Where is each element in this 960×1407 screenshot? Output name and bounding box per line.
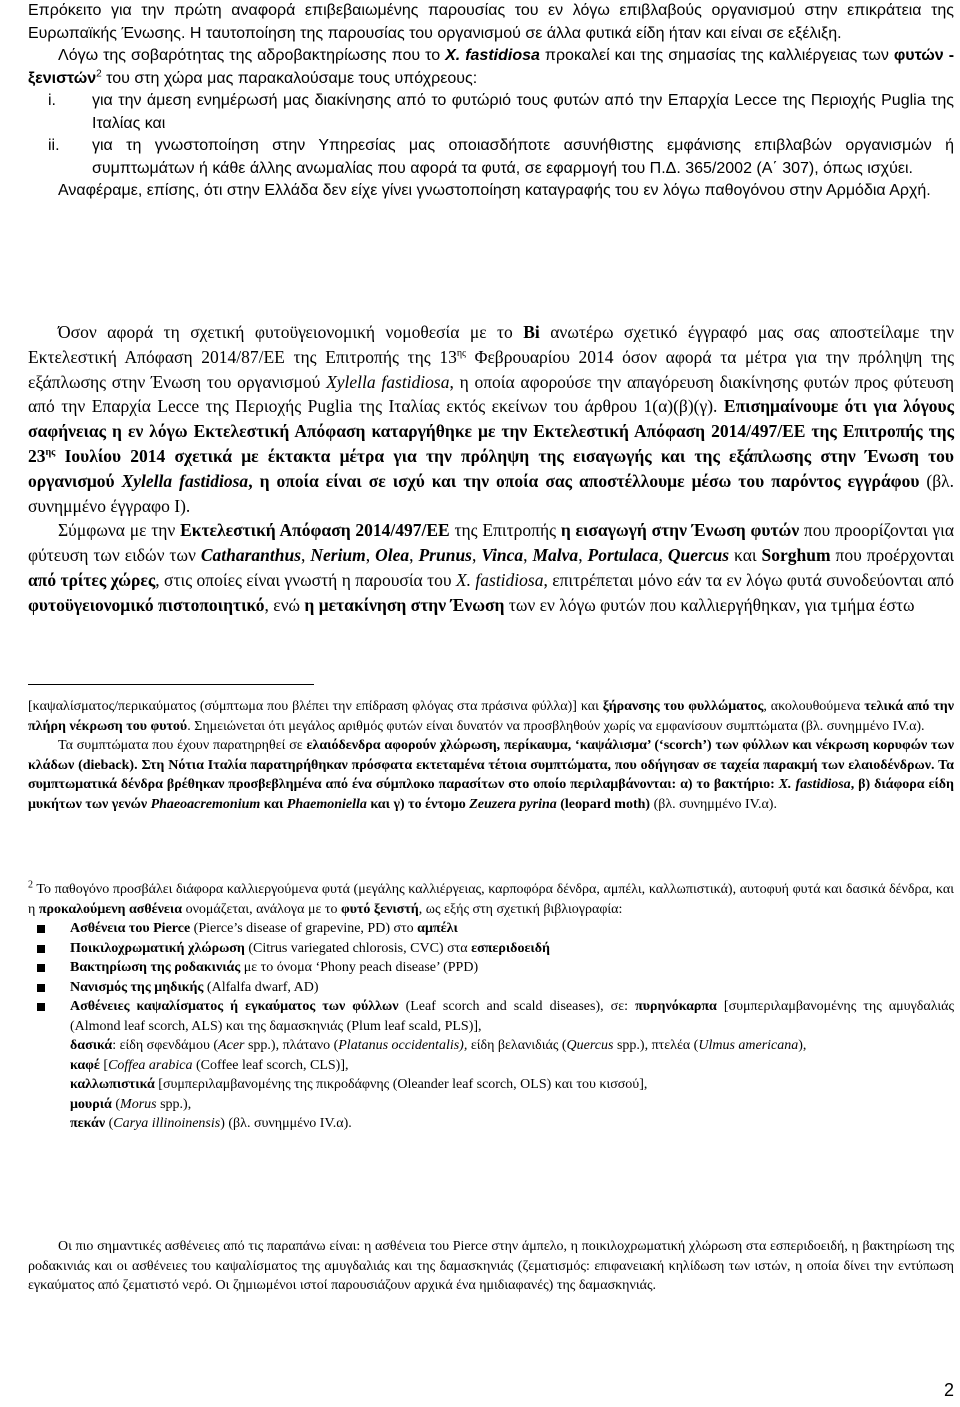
footnote-continuation [28,697,954,814]
list-number: ii. [48,137,60,154]
footnote-ref[interactable]: 2 [96,68,102,80]
bold-run: και γ) το έντομο [366,796,470,812]
host-name: δασικά [70,1038,113,1053]
bold-run: (leopard moth) [556,796,651,812]
bold-run: η μετακίνηση στην Ένωση [304,594,505,615]
footnote-paragraph [28,697,954,736]
ordinal-suffix: ης [45,447,56,459]
list-number: i. [48,92,56,109]
text-run: του στη χώρα μας παρακαλούσαμε τους υπόχρεους: [101,69,478,87]
text-run: Τα συμπτώματα που έχουν παρατηρηθεί σε [58,738,307,753]
text-run: της Επιτροπής [449,520,561,541]
main-paragraph-1 [28,320,954,518]
text-run: Λόγω της σοβαρότητας της αδροβακτηρίωσης που το [58,47,446,64]
text-run: (Alfalfa dwarf, AD) [203,979,319,995]
disease-name: Ποικιλοχρωματική χλώρωση [70,940,245,956]
text-run: ( [111,1096,121,1112]
genus-name: Quercus [667,545,730,566]
square-bullet-icon [37,945,45,953]
species-name: Morus [120,1096,157,1112]
text-run: . Σημειώνεται ότι μεγάλος αριθμός φυτών είναι δυνατόν να προσβληθούν χωρίς να εμφανίσουν συμπτώματα (βλ. συνημμένο IV.α). [187,718,925,734]
main-section [28,320,954,618]
host-name: πυρηνόκαρπα [635,999,717,1014]
genus-name: Nerium [310,545,366,566]
footnote-paragraph: Οι πιο σημαντικές ασθένειες από τις παραπάνω είναι: η ασθένεια του Pierce στην άμπελο, η ποικιλοχρωματική χλώρωση στα εσπεριδοειδή, η βακτηρίωση της ροδακινιάς και οι ασθένειες του καψαλίσματος της αμυγδαλιάς και της δαμασκηνιάς (ζεματισμός: επιφανειακή κηλίδωση των ιστών, η οποία δίνει την εντύπωση εγκαύματος από ζεματιστό νερό. Οι ζημιωμένοι ιστοί παρουσιάζουν αρχικά ένα ημιδιαφανές) της δαμασκηνιάς. [28,1239,954,1293]
page-number: 2 [943,1380,954,1400]
text-run: και [729,545,762,566]
footnote-separator [28,684,314,685]
bold-run: φυτό ξενιστή [340,901,419,917]
list-item [28,997,954,1036]
disease-name: Ασθένεια του Pierce [70,921,191,936]
species-name: Xylella fastidiosa [121,470,249,491]
genus-name: Prunus [418,545,472,566]
text-run: [συμπεριλαμβανομένης της αμυγδαλιάς (Almond leaf scorch, ALS) και της δαμασκηνιάς (Plum leaf scald, PLS)], [70,999,954,1034]
footnote-2 [28,880,954,1134]
text-run: , ενώ [264,594,305,615]
list-item [28,939,954,959]
text-run: [ [99,1057,109,1073]
text-run: ( [105,1116,114,1131]
species-name: Phaeoacremonium [150,796,261,812]
text-run: Σύμφωνα με την [58,520,181,541]
list-text: για τη γνωστοποίηση στην Υπηρεσίας μας οποιασδήποτε ασυνήθιστης εμφάνισης επιβλαβών οργανισμών ή συμπτωμάτων ή κάθε άλλης ανωμαλίας που αφορά τα φυτά, σε εφαρμογή του Π.Δ. 365/2002 (Α΄ 307), όπως ισχύει. [92,137,954,177]
footnote-paragraph [28,880,954,919]
sub-list-item [28,1114,954,1134]
bold-run: ξήρανσης του φυλλώματος [602,699,764,714]
bold-run: (dieback). Στη Νότια Ιταλία παρατηρήθηκαν πρόσφατα εκτεταμένα τέτοια συμπτώματα, που οδήγησαν σε ταχεία παρακμή των ελαιοδένδρων. Τα συμπτωματικά δένδρα βρέθηκαν προσβεβλημένα από ένα σύμπλοκο παρασίτων στο οποίο περιλαμβάνονται: α) το βακτήριο: [28,757,954,792]
species-name: Quercus [566,1038,614,1053]
text-run: Όσον αφορά τη σχετική φυτοϋγειονομική νομοθεσία με το [58,322,524,342]
genus-name: Olea [375,545,410,566]
genus-name: Sorghum [761,545,831,566]
species-name: Acer [218,1038,245,1053]
text-run: spp.), πτελέα ( [613,1038,699,1053]
bold-run: τελικά από την πλήρη νέκρωση του φυτού [28,699,954,734]
text-run: (Pierce’s disease of grapevine, PD) στο [190,921,418,936]
bold-run: η εισαγωγή στην Ένωση φυτών [560,520,800,541]
text-run: προκαλεί και της σημασίας της καλλιέργειας των [539,47,894,64]
bold-run: Εκτελεστική Απόφαση 2014/497/ΕΕ [180,520,450,541]
species-name: Phaemoniella [286,796,367,812]
genus-name: Malva [532,545,579,566]
text-run: (Leaf scorch and scald diseases), σε: [398,999,636,1014]
list-item [28,90,954,135]
text-run: , ως εξής στη σχετική βιβλιογραφία: [418,901,623,917]
intro-paragraph-1: Επρόκειτο για την πρώτη αναφορά επιβεβαιωμένης παρουσίας του εν λόγω επιβλαβούς οργανισμού στην επικράτεια της Ευρωπαϊκής Ένωσης. Η ταυτοποίηση της παρουσίας του οργανισμού σε άλλα φυτικά είδη ήταν και είναι σε εξέλιξη. [28,2,954,42]
bold-run: , η οποία είναι σε ισχύ και την οποία σας αποστέλλουμε μέσω του παρόντος εγγράφου [248,470,920,491]
text-run: είδη βελανιδιάς ( [467,1038,567,1053]
text-run: (βλ. συνημμένο IV.α). [650,796,777,812]
intro-section [28,0,954,203]
species-name: Coffea arabica [108,1057,193,1073]
text-run: spp.), πλάτανο ( [244,1038,339,1053]
bold-run: φυτοϋγειονομικό πιστοποιητικό [28,594,265,615]
bold-run: Επισημαίνουμε ότι για λόγους σαφήνειας η εν λόγω Εκτελεστική Απόφαση καταργήθηκε με την Εκτελεστική Απόφαση 2014/497/ΕΕ της Επιτροπής της 23 [28,396,954,466]
host-name: εσπεριδοειδή [471,940,550,956]
square-bullet-icon [37,1003,45,1011]
list-text: για την άμεση ενημέρωσή μας διακίνησης από το φυτώριό τους φυτών από την Επαρχία Lecce της Περιοχής Puglia της Ιταλίας και [92,92,954,132]
sub-list-item [28,1095,954,1115]
intro-paragraph-3: Αναφέραμε, επίσης, ότι στην Ελλάδα δεν είχε γίνει γνωστοποίηση καταγραφής του εν λόγω παθογόνου στην Αρμόδια Αρχή. [58,182,931,199]
species-name: X. fastidiosa [778,777,851,792]
text-run: (Coffee leaf scorch, CLS)], [192,1057,349,1073]
footnote-closing [28,1237,954,1296]
disease-name: Νανισμός της μηδικής [70,979,204,995]
text-run: , ακολουθούμενα [763,699,865,714]
list-item [28,978,954,998]
bold-run: των φύλλων και νέκρωση κορυφών των κλάδων [28,738,954,773]
sub-list-item [28,1036,954,1056]
bold-run: (‘scorch’) [650,738,716,753]
text-run: (βλ. συνημμένο έγγραφο Ι). [28,470,955,516]
square-bullet-icon [37,925,45,933]
reference-code: Bi [523,322,540,342]
text-run: , επιτρέπεται μόνο εάν τα εν λόγω φυτά συνοδεύονται από [543,569,954,590]
genus-name: Vinca [481,545,524,566]
ordinal-suffix: ης [456,347,467,359]
species-name: X. fastidiosa [455,569,544,590]
disease-name: Ασθένειες καψαλίσματος ή εγκαύματος των φύλλων [70,999,399,1014]
host-name: μουριά [70,1096,112,1112]
text-run: των εν λόγω φυτών που καλλιεργήθηκαν, για τμήμα έστω [504,594,915,615]
species-name: X. fastidiosa [445,47,540,64]
text-run: που προορίζονται για φύτευση των ειδών των [28,520,955,566]
host-name: πεκάν [70,1116,106,1131]
bold-run: προκαλούμενη ασθένεια [38,901,183,917]
text-run: με το όνομα ‘Phony peach disease’ (PPD) [240,960,479,975]
text-run: ανωτέρω σχετικό έγγραφό μας σας αποστείλαμε την Εκτελεστική Απόφαση 2014/87/ΕΕ της Επιτροπής της 13 [28,322,955,367]
footnote-paragraph [28,736,954,814]
host-name: καφέ [70,1057,100,1073]
text-run: , στις οποίες είναι γνωστή η παρουσία του [155,569,456,590]
list-item [28,958,954,978]
bold-run: από τρίτες χώρες [28,569,156,590]
list-item [28,135,954,180]
main-paragraph-2: Σύμφωνα με την Εκτελεστική Απόφαση 2014/497/ΕΕ της Επιτροπής η εισαγωγή στην Ένωση φυτών που προορίζονται για φύτευση των ειδών των Catharanthus, Nerium, Olea, Prunus, Vinca, Malva, Portulaca, Quercus και Sorghum που προέρχονται από τρίτες χώρες, στις οποίες είναι γνωστή η παρουσία του X. fastidiosa, επιτρέπεται μόνο εάν τα εν λόγω φυτά συνοδεύονται από φυτοϋγειονομικό πιστοποιητικό, ενώ η μετακίνηση στην Ένωση των εν λόγω φυτών που καλλιεργήθηκαν, για τμήμα έστω [28,520,955,615]
host-name: καλλωπιστικά [70,1077,155,1092]
text-run: Φεβρουαρίου 2014 όσον αφορά τα μέτρα για την πρόληψη της εξάπλωσης στην Ένωση του οργανισμού [28,346,955,392]
genus-name: Portulaca [587,545,659,566]
text-run: [συμπεριλαμβανομένης της πικροδάφνης (Oleander leaf scorch, OLS) και του κισσού], [154,1077,648,1092]
footnote-number: 2 [28,879,33,891]
text-run: ) (βλ. συνημμένο IV.α). [220,1116,352,1131]
text-run: ), [798,1038,807,1053]
host-name: αμπέλι [417,921,458,936]
text-run: Το παθογόνο προσβάλει διάφορα καλλιεργούμενα φυτά (μεγάλης καλλιέργειας, καρποφόρα δένδρα, αμπέλι, καλλωπιστικά), αυτοφυή φυτά και δασικά δένδρα, και η [28,882,954,917]
species-name: Carya illinoinensis [113,1116,221,1131]
sub-list-item [28,1075,954,1095]
bold-run: , β) διάφορα είδη μυκήτων των γενών [28,777,954,812]
bold-run: και [260,796,287,812]
bold-term: φυτών - ξενιστών [28,47,955,87]
disease-list [28,919,954,1134]
species-name: Zeuzera pyrina [469,796,557,812]
text-run: ονομάζεται, ανάλογα με το [182,901,341,917]
text-run: (Citrus variegated chlorosis, CVC) στα [244,940,472,956]
bold-run: ελαιόδενδρα αφορούν χλώρωση, περίκαυμα, ‘καψάλισμα’ [306,738,651,753]
genus-name: Catharanthus [200,545,302,566]
text-run: , η οποία αφορούσε την απαγόρευση διακίνησης φυτών προς φύτευση από την Επαρχία Lecce της Περιοχής Puglia της Ιταλίας εκτός εκείνων του άρθρου 1(α)(β)(γ). [28,371,954,417]
species-name: Xylella fastidiosa [326,371,450,392]
text-run: [καψαλίσματος/περικαύματος (σύμπτωμα που βλέπει την επίδραση φλόγας στα πράσινα φύλλα)] και [28,699,603,714]
text-run: που προέρχονται [830,545,955,566]
species-name: Ulmus americana [698,1038,799,1053]
text-run: : είδη σφενδάμου ( [112,1038,219,1053]
intro-paragraph-2 [28,45,954,90]
list-item [28,919,954,939]
square-bullet-icon [37,964,45,972]
square-bullet-icon [37,984,45,992]
species-name: Platanus occidentalis), [338,1038,468,1053]
disease-name: Βακτηρίωση της ροδακινιάς [70,960,241,975]
sub-list-item [28,1056,954,1076]
bold-run: Ιουλίου 2014 σχετικά με έκτακτα μέτρα για την πρόληψη της εισαγωγής και της εξάπλωσης στην Ένωση του οργανισμού [28,445,954,491]
text-run: spp.), [156,1096,192,1112]
